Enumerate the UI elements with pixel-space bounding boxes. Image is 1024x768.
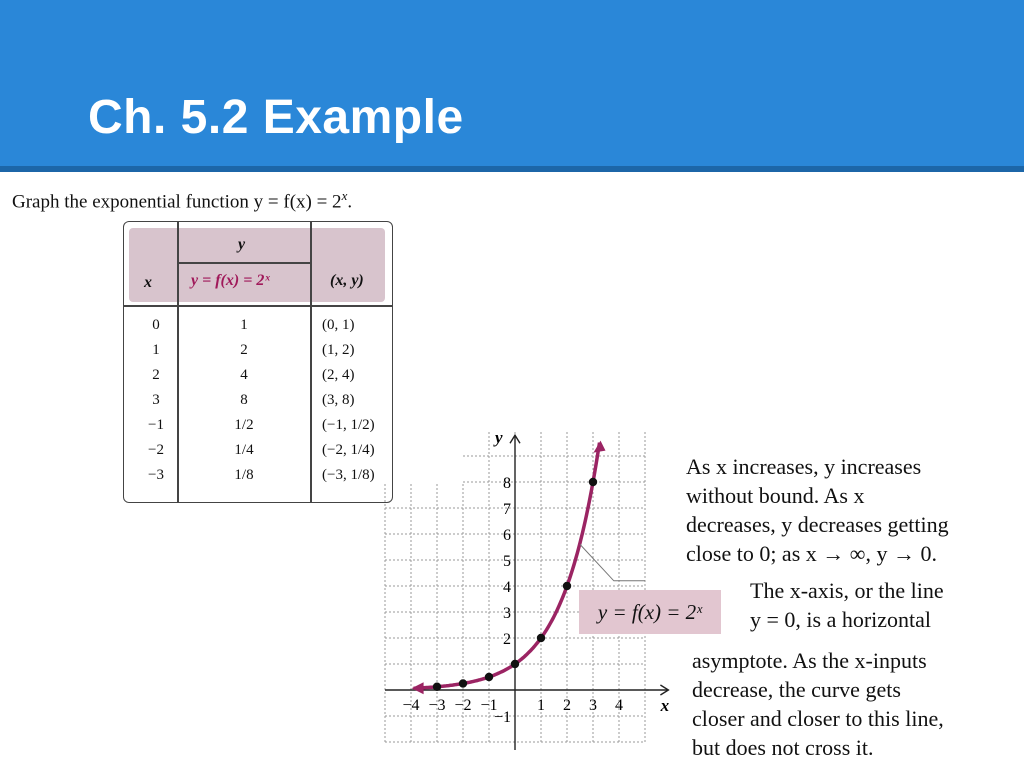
asymptote-line-4: decrease, the curve gets	[692, 677, 901, 702]
y-axis-label: y	[495, 428, 503, 447]
table-cell-x: 1	[152, 342, 160, 358]
data-point	[589, 478, 597, 486]
growth-line-2: without bound. As x	[686, 483, 865, 508]
table-cell-y: 8	[240, 392, 248, 408]
asymptote-line-1: The x-axis, or the line	[750, 578, 944, 603]
growth-line-3: decreases, y decreases getting	[686, 512, 949, 537]
banner-divider	[0, 166, 1024, 172]
data-point	[485, 673, 493, 681]
table-cell-pair: (−3, 1/8)	[322, 467, 375, 483]
asymptote-line-3: asymptote. As the x-inputs	[692, 648, 927, 673]
table-cell-pair: (2, 4)	[322, 367, 355, 383]
table-cell-x: 2	[152, 367, 160, 383]
function-label: y = f(x) = 2ˣ	[579, 590, 721, 634]
table-header-rule	[124, 305, 392, 307]
header-y: y	[238, 236, 246, 253]
problem-prompt	[12, 188, 352, 213]
table-cell-pair: (−2, 1/4)	[322, 442, 375, 458]
y-tick-label: 6	[503, 527, 511, 544]
table-cell-x: 0	[152, 317, 160, 333]
x-tick-label: 3	[589, 697, 597, 714]
data-point	[563, 582, 571, 590]
table-cell-x: −3	[148, 467, 164, 483]
data-point	[511, 660, 519, 668]
table-header	[129, 228, 385, 302]
y-tick-label: 5	[503, 553, 511, 570]
asymptote-line-5: closer and closer to this line,	[692, 706, 944, 731]
header-pair: (x, y)	[330, 272, 364, 289]
table-cell-pair: (−1, 1/2)	[322, 417, 375, 433]
growth-line-4: close to 0; as x → ∞, y → 0.	[686, 541, 937, 566]
table-cell-y: 2	[240, 342, 248, 358]
table-col-divider-1	[177, 222, 179, 502]
table-cell-x: 3	[152, 392, 160, 408]
data-point	[433, 683, 441, 691]
x-tick-label: 2	[563, 697, 571, 714]
y-tick-label: 8	[503, 475, 511, 492]
prompt-end: .	[347, 191, 353, 213]
y-tick-label: 2	[503, 631, 511, 648]
data-point	[459, 679, 467, 687]
asymptote-description-top	[750, 576, 944, 634]
table-cell-y: 1/4	[234, 442, 254, 458]
y-tick-label: 4	[503, 579, 511, 596]
x-tick-label: −4	[402, 697, 420, 714]
table-cell-y: 4	[240, 367, 248, 383]
curve-left-arrow	[412, 682, 424, 694]
growth-line-1: As x increases, y increases	[686, 454, 922, 479]
x-tick-label: 4	[615, 697, 623, 714]
table-cell-x: −2	[148, 442, 164, 458]
asymptote-line-2: y = 0, is a horizontal	[750, 607, 932, 632]
y-tick-label: 3	[503, 605, 511, 622]
header-x: x	[144, 274, 152, 291]
data-point	[537, 634, 545, 642]
growth-description	[686, 452, 949, 568]
table-cell-y: 1/2	[234, 417, 254, 433]
prompt-text: Graph the exponential function y = f(x) = 2	[12, 191, 342, 213]
y-tick-label: 7	[503, 501, 511, 518]
table-cell-x: −1	[148, 417, 164, 433]
exponential-graph	[380, 420, 680, 750]
x-tick-label: −2	[454, 697, 472, 714]
table-cell-y: 1/8	[234, 467, 254, 483]
prompt-exponent: x	[341, 188, 348, 203]
values-table	[123, 221, 393, 503]
table-cell-pair: (3, 8)	[322, 392, 355, 408]
x-axis-label: x	[660, 696, 670, 715]
x-tick-label: 1	[537, 697, 545, 714]
table-header-subrule	[177, 262, 310, 264]
curve-right-arrow	[594, 441, 606, 453]
asymptote-line-6: but does not cross it.	[692, 735, 874, 760]
x-tick-label: −3	[428, 697, 446, 714]
header-function: y = f(x) = 2ˣ	[191, 272, 270, 289]
table-cell-y: 1	[240, 317, 248, 333]
asymptote-description-bottom	[692, 646, 944, 762]
label-leader-line	[580, 544, 645, 580]
table-cell-pair: (0, 1)	[322, 317, 355, 333]
table-col-divider-2	[310, 222, 312, 502]
table-cell-pair: (1, 2)	[322, 342, 355, 358]
y-tick-label: −1	[493, 709, 511, 726]
x-tick-label: −1	[480, 697, 498, 714]
slide-title: Ch. 5.2 Example	[88, 91, 464, 144]
